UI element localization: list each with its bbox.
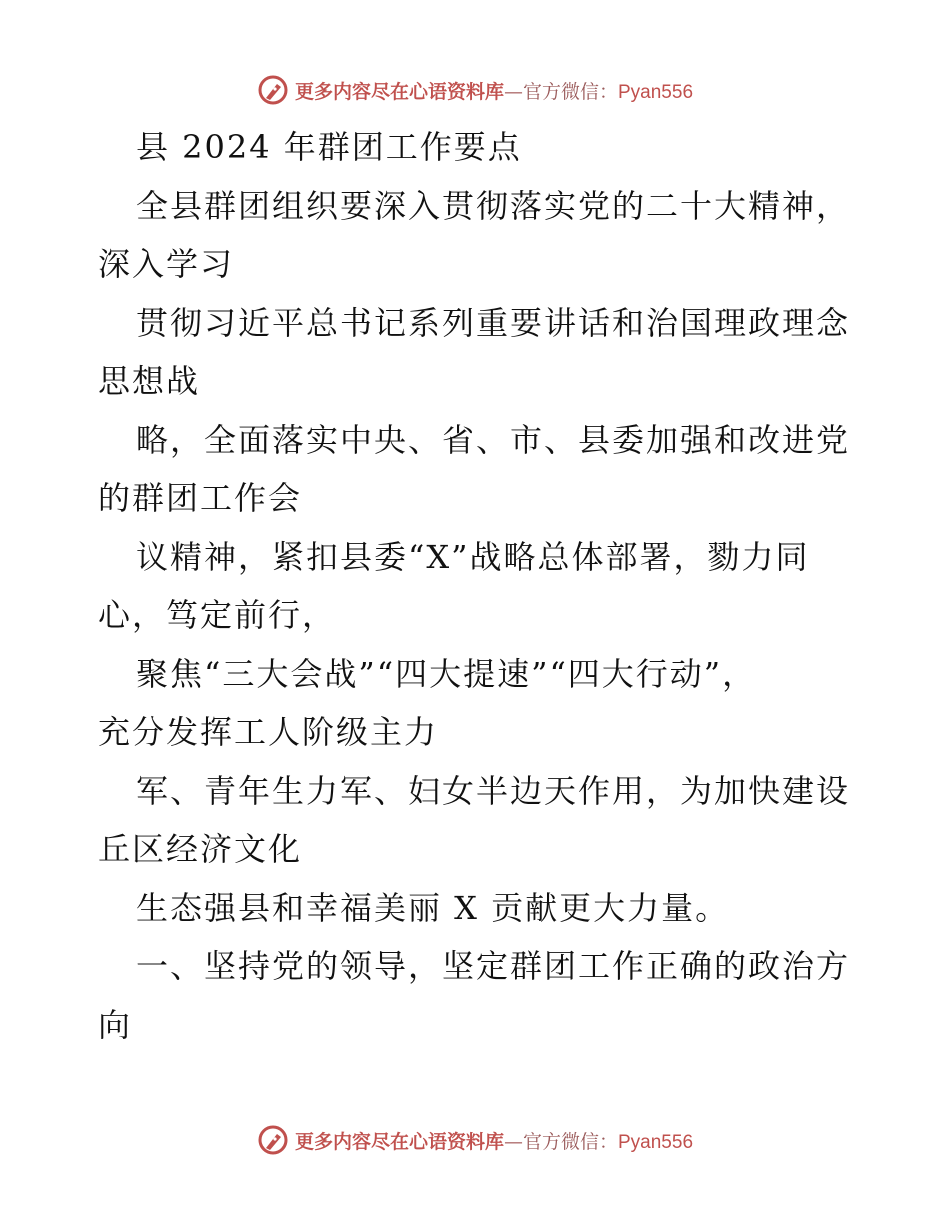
doc-line: 聚焦“三大会战”“四大提速”“四大行动”， bbox=[136, 654, 757, 693]
doc-line: 军、青年生力军、妇女半边天作用，为加快建设 bbox=[136, 771, 851, 810]
doc-title: 县 2024 年群团工作要点 bbox=[136, 128, 522, 166]
footer-watermark bbox=[0, 1120, 950, 1160]
doc-line: 略，全面落实中央、省、市、县委加强和改进党 bbox=[136, 420, 851, 459]
doc-line: 议精神，紧扣县委“X”战略总体部署，勠力同 bbox=[136, 537, 810, 576]
header-watermark bbox=[0, 70, 950, 110]
doc-line: 向 bbox=[98, 1005, 133, 1044]
section-heading: 一、坚持党的领导，坚定群团工作正确的政治方 bbox=[136, 947, 851, 985]
watermark-official: 官方微信： bbox=[522, 80, 618, 103]
watermark-id: Pyan556 bbox=[618, 1131, 694, 1153]
watermark-official: 官方微信： bbox=[522, 1130, 618, 1153]
doc-line: 深入学习 bbox=[98, 245, 235, 283]
watermark-dash: — bbox=[503, 80, 523, 103]
doc-line: 思想战 bbox=[98, 362, 201, 400]
doc-line: 全县群团组织要深入贯彻落实党的二十大精神， bbox=[136, 186, 851, 225]
watermark-dash: — bbox=[503, 1130, 523, 1153]
document-body bbox=[98, 118, 858, 1054]
doc-line: 充分发挥工人阶级主力 bbox=[98, 713, 439, 751]
pen-nib-circle-icon bbox=[257, 74, 289, 106]
watermark-brand: 更多内容尽在心语资料库 bbox=[294, 80, 504, 103]
doc-line: 生态强县和幸福美丽 X 贡献更大力量。 bbox=[136, 888, 730, 927]
pen-nib-circle-icon bbox=[257, 1124, 289, 1156]
doc-line: 贯彻习近平总书记系列重要讲话和治国理政理念 bbox=[136, 303, 851, 342]
watermark-brand: 更多内容尽在心语资料库 bbox=[294, 1130, 504, 1153]
watermark-id: Pyan556 bbox=[618, 81, 694, 103]
doc-line: 的群团工作会 bbox=[98, 479, 303, 517]
doc-line: 心，笃定前行， bbox=[98, 596, 337, 634]
doc-line: 丘区经济文化 bbox=[98, 830, 303, 868]
